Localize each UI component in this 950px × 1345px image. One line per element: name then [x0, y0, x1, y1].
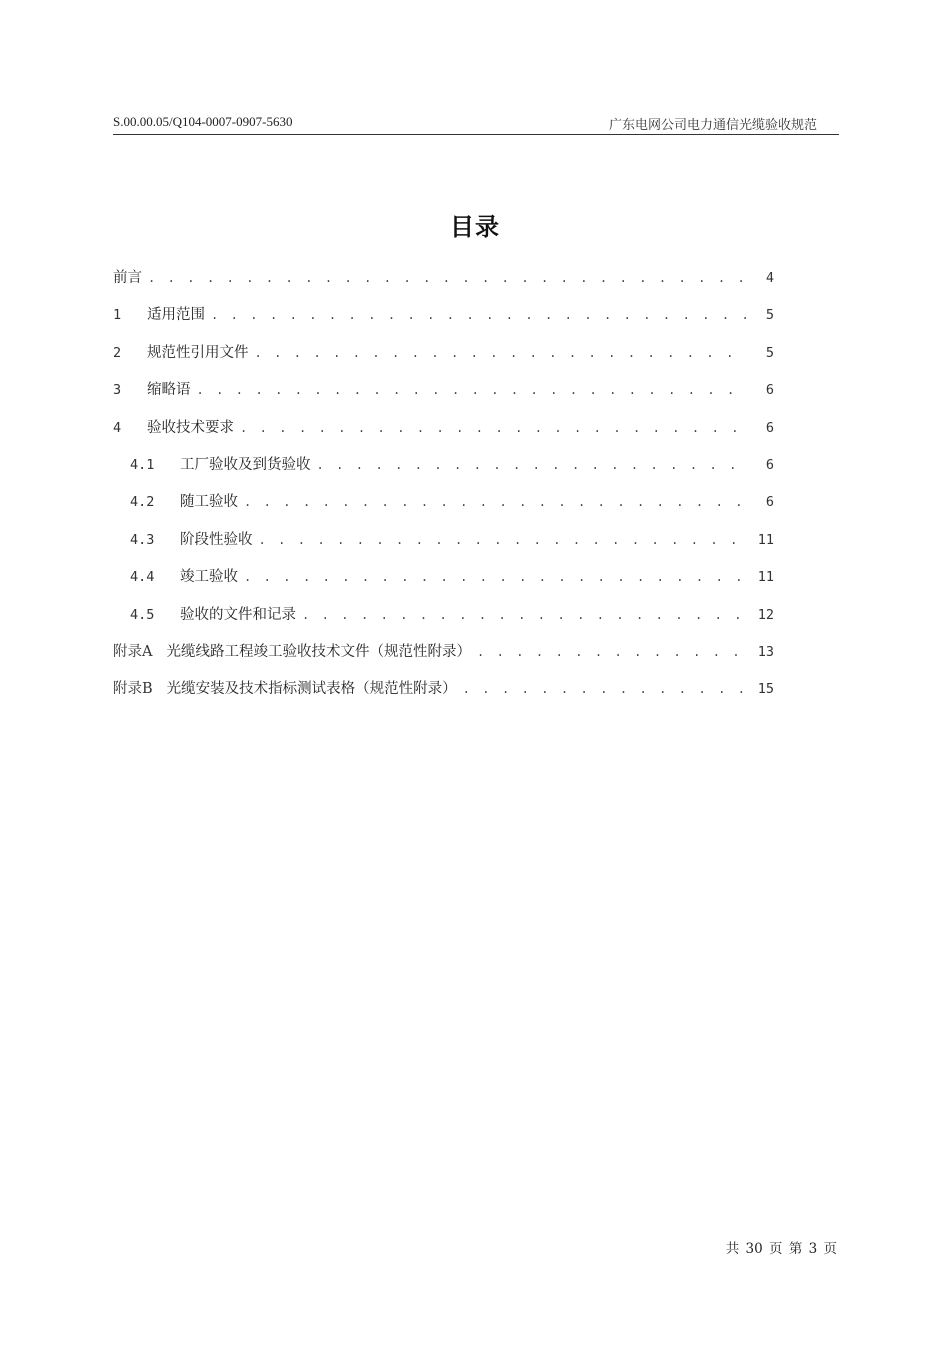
toc-entry-page: 4 — [765, 270, 774, 286]
toc-entry-3[interactable] — [113, 380, 778, 417]
toc-entry-page: 6 — [765, 382, 774, 399]
toc-leader-dots — [197, 380, 747, 400]
toc-leader-dots — [244, 567, 746, 587]
toc-entry-number: 附录A — [113, 643, 153, 660]
toc-entry-label: 工厂验收及到货验收 — [180, 456, 311, 473]
toc-entry-label: 竣工验收 — [180, 569, 238, 586]
toc-entry-label: 阶段性验收 — [180, 531, 253, 548]
toc-entry-4-1[interactable] — [113, 455, 778, 492]
toc-entry-page: 6 — [765, 419, 774, 436]
toc-leader-dots — [317, 455, 747, 475]
toc-entry-4-4[interactable] — [113, 567, 778, 604]
toc-entry-page: 11 — [757, 569, 774, 586]
toc-entry-number: 4.1 — [130, 456, 155, 473]
toc-entry-number: 1 — [113, 307, 122, 324]
toc-entry-1[interactable] — [113, 305, 778, 342]
toc-leader-dots — [463, 679, 746, 699]
toc-leader-dots — [255, 343, 747, 363]
toc-leader-dots — [148, 268, 746, 288]
page-header — [113, 112, 839, 135]
toc-leader-dots — [244, 492, 746, 512]
page-title: 目录 — [450, 213, 500, 241]
toc-leader-dots — [259, 530, 747, 550]
toc-leader-dots — [302, 605, 746, 625]
toc-entry-label: 光缆线路工程竣工验收技术文件（规范性附录） — [166, 643, 471, 660]
toc-entry-label: 验收的文件和记录 — [180, 606, 296, 623]
table-of-contents — [113, 268, 778, 717]
toc-entry-appendix-a[interactable] — [113, 642, 778, 679]
toc-entry-number: 3 — [113, 382, 122, 399]
toc-entry-label: 前言 — [113, 270, 142, 286]
toc-entry-appendix-b[interactable] — [113, 679, 778, 716]
toc-entry-4-2[interactable] — [113, 492, 778, 529]
toc-leader-dots — [240, 418, 746, 438]
toc-entry-number: 4.3 — [130, 531, 155, 548]
document-code: S.00.00.05/Q104-0007-0907-5630 — [113, 114, 293, 129]
document-title: 广东电网公司电力通信光缆验收规范 — [608, 118, 817, 133]
toc-entry-label: 光缆安装及技术指标测试表格（规范性附录） — [166, 681, 457, 698]
toc-entry-4[interactable] — [113, 418, 778, 455]
page-footer: 共 30 页 第 3 页 — [725, 1241, 837, 1257]
toc-entry-label: 缩略语 — [147, 382, 191, 399]
toc-entry-page: 12 — [757, 606, 774, 623]
toc-entry-number: 4 — [113, 419, 122, 436]
toc-entry-preface[interactable] — [113, 268, 778, 305]
toc-entry-page: 11 — [757, 531, 774, 548]
toc-entry-label: 随工验收 — [180, 494, 238, 511]
toc-entry-2[interactable] — [113, 343, 778, 380]
toc-entry-number: 4.5 — [130, 606, 155, 623]
toc-entry-page: 6 — [765, 494, 774, 511]
toc-entry-page: 5 — [765, 344, 774, 361]
toc-entry-4-3[interactable] — [113, 530, 778, 567]
toc-entry-label: 规范性引用文件 — [147, 344, 249, 361]
toc-leader-dots — [211, 305, 746, 325]
toc-entry-number: 2 — [113, 344, 122, 361]
toc-entry-page: 13 — [757, 643, 774, 660]
toc-entry-label: 验收技术要求 — [147, 419, 234, 436]
toc-entry-page: 5 — [765, 307, 774, 324]
toc-leader-dots — [477, 642, 746, 662]
toc-entry-4-5[interactable] — [113, 605, 778, 642]
toc-entry-page: 15 — [757, 681, 774, 698]
toc-entry-label: 适用范围 — [147, 307, 205, 324]
toc-entry-number: 4.4 — [130, 569, 155, 586]
toc-entry-page: 6 — [765, 456, 774, 473]
toc-entry-number: 4.2 — [130, 494, 155, 511]
toc-entry-number: 附录B — [113, 681, 153, 698]
